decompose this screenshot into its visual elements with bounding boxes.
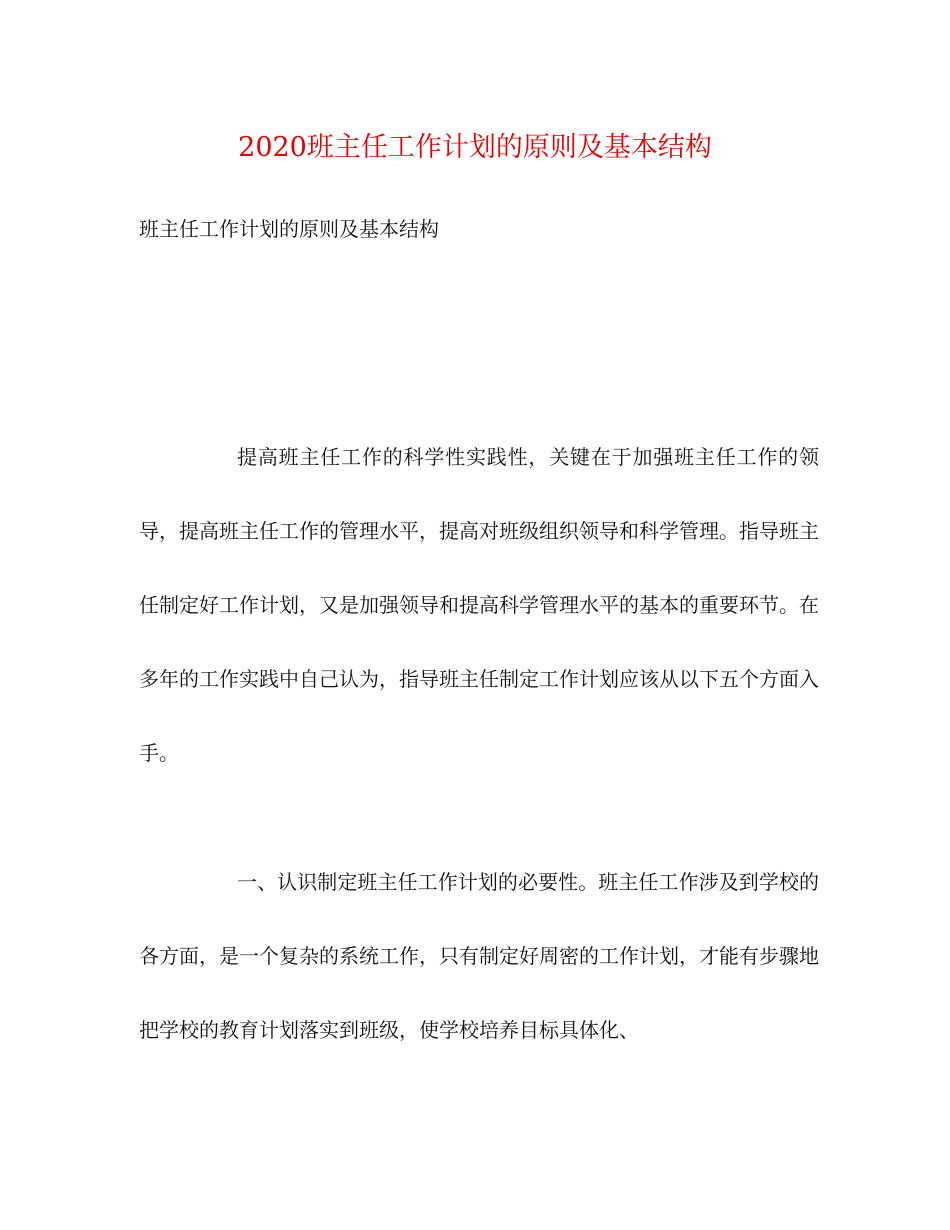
- paragraph-section-one: 一、认识制定班主任工作计划的必要性。班主任工作涉及到学校的各方面，是一个复杂的系统工作，只有制定好周密的工作计划，才能有步骤地把学校的教育计划落实到班级，使学校培养目标具体化、: [139, 870, 819, 1042]
- document-subtitle: 班主任工作计划的原则及基本结构: [139, 217, 439, 241]
- page-title: 2020班主任工作计划的原则及基本结构: [238, 132, 712, 163]
- paragraph-intro: 提高班主任工作的科学性实践性，关键在于加强班主任工作的领导，提高班主任工作的管理水平，提高对班级组织领导和科学管理。指导班主任制定好工作计划，又是加强领导和提高科学管理水平的基本的重要环节。在多年的工作实践中自己认为，指导班主任制定工作计划应该从以下五个方面入手。: [139, 445, 819, 765]
